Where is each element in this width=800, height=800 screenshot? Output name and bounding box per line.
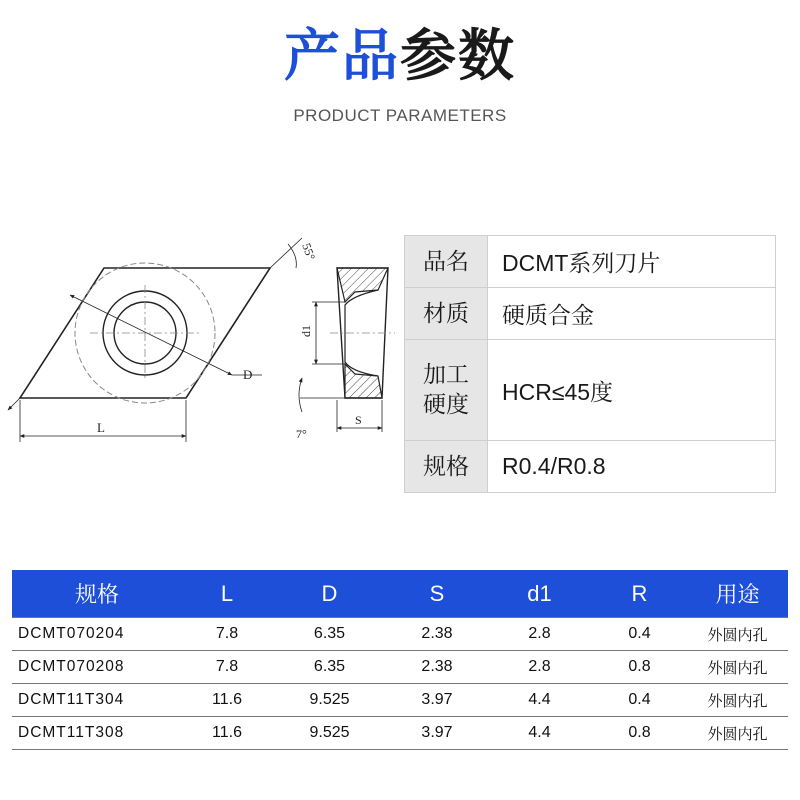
cell-S: 2.38 bbox=[387, 618, 487, 651]
cell-D: 9.525 bbox=[272, 684, 387, 717]
cell-R: 0.4 bbox=[592, 684, 687, 717]
param-row-name bbox=[405, 236, 776, 288]
param-value-name: DCMT系列刀片 bbox=[488, 236, 776, 288]
spec-table bbox=[12, 570, 788, 750]
param-key-hardness bbox=[405, 340, 488, 441]
label-L: L bbox=[97, 420, 105, 435]
cell-R: 0.8 bbox=[592, 717, 687, 750]
section-upper bbox=[337, 268, 388, 302]
label-angle-bottom: 7° bbox=[296, 427, 307, 441]
label-angle-top: 55° bbox=[299, 241, 319, 262]
spec-header-use: 用途 bbox=[687, 570, 788, 618]
table-row bbox=[12, 684, 788, 717]
angle-arc-bottom bbox=[299, 378, 302, 412]
insert-side-view bbox=[296, 268, 395, 441]
param-row-material bbox=[405, 288, 776, 340]
cell-model: DCMT070208 bbox=[12, 651, 182, 684]
table-row bbox=[12, 618, 788, 651]
cell-D: 6.35 bbox=[272, 618, 387, 651]
param-value-spec: R0.4/R0.8 bbox=[488, 441, 776, 493]
insert-technical-drawing bbox=[0, 220, 400, 450]
table-row bbox=[12, 651, 788, 684]
param-key-spec: 规格 bbox=[405, 441, 488, 493]
cell-use: 外圆内孔 bbox=[687, 651, 788, 684]
param-key-name: 品名 bbox=[405, 236, 488, 288]
cell-D: 6.35 bbox=[272, 651, 387, 684]
param-key-material: 材质 bbox=[405, 288, 488, 340]
label-S: S bbox=[355, 413, 362, 427]
section-lower bbox=[345, 364, 382, 398]
cell-d1: 4.4 bbox=[487, 684, 592, 717]
param-value-hardness: HCR≤45度 bbox=[488, 340, 776, 441]
param-key-hardness-line1: 加工 bbox=[423, 362, 469, 388]
cell-use: 外圆内孔 bbox=[687, 717, 788, 750]
cell-L: 11.6 bbox=[182, 684, 272, 717]
cell-use: 外圆内孔 bbox=[687, 684, 788, 717]
leader-bottom-left bbox=[8, 398, 20, 410]
page-subtitle: PRODUCT PARAMETERS bbox=[293, 106, 507, 125]
param-row-spec bbox=[405, 441, 776, 493]
label-d1: d1 bbox=[299, 325, 313, 337]
cell-S: 2.38 bbox=[387, 651, 487, 684]
cell-L: 7.8 bbox=[182, 618, 272, 651]
insert-top-view bbox=[8, 238, 318, 442]
param-value-material: 硬质合金 bbox=[488, 288, 776, 340]
product-params-table bbox=[404, 235, 776, 493]
page-title-dark: 参数 bbox=[400, 24, 516, 89]
page-title bbox=[0, 22, 800, 92]
page-title-blue: 产品 bbox=[284, 24, 400, 89]
cell-d1: 4.4 bbox=[487, 717, 592, 750]
cell-model: DCMT11T308 bbox=[12, 717, 182, 750]
param-key-hardness-line2: 硬度 bbox=[423, 392, 469, 418]
cell-R: 0.8 bbox=[592, 651, 687, 684]
angle-ext-top bbox=[270, 238, 302, 268]
spec-header-D: D bbox=[272, 570, 387, 618]
cell-use: 外圆内孔 bbox=[687, 618, 788, 651]
table-row bbox=[12, 717, 788, 750]
label-D: D bbox=[243, 367, 253, 382]
cell-model: DCMT070204 bbox=[12, 618, 182, 651]
cell-S: 3.97 bbox=[387, 717, 487, 750]
cell-L: 7.8 bbox=[182, 651, 272, 684]
spec-header-R: R bbox=[592, 570, 687, 618]
cell-S: 3.97 bbox=[387, 684, 487, 717]
spec-header-model: 规格 bbox=[12, 570, 182, 618]
cell-R: 0.4 bbox=[592, 618, 687, 651]
cell-D: 9.525 bbox=[272, 717, 387, 750]
spec-header-d1: d1 bbox=[487, 570, 592, 618]
cell-model: DCMT11T304 bbox=[12, 684, 182, 717]
param-row-hardness bbox=[405, 340, 776, 441]
spec-header-S: S bbox=[387, 570, 487, 618]
spec-header-row bbox=[12, 570, 788, 618]
cell-d1: 2.8 bbox=[487, 651, 592, 684]
cell-L: 11.6 bbox=[182, 717, 272, 750]
cell-d1: 2.8 bbox=[487, 618, 592, 651]
spec-header-L: L bbox=[182, 570, 272, 618]
